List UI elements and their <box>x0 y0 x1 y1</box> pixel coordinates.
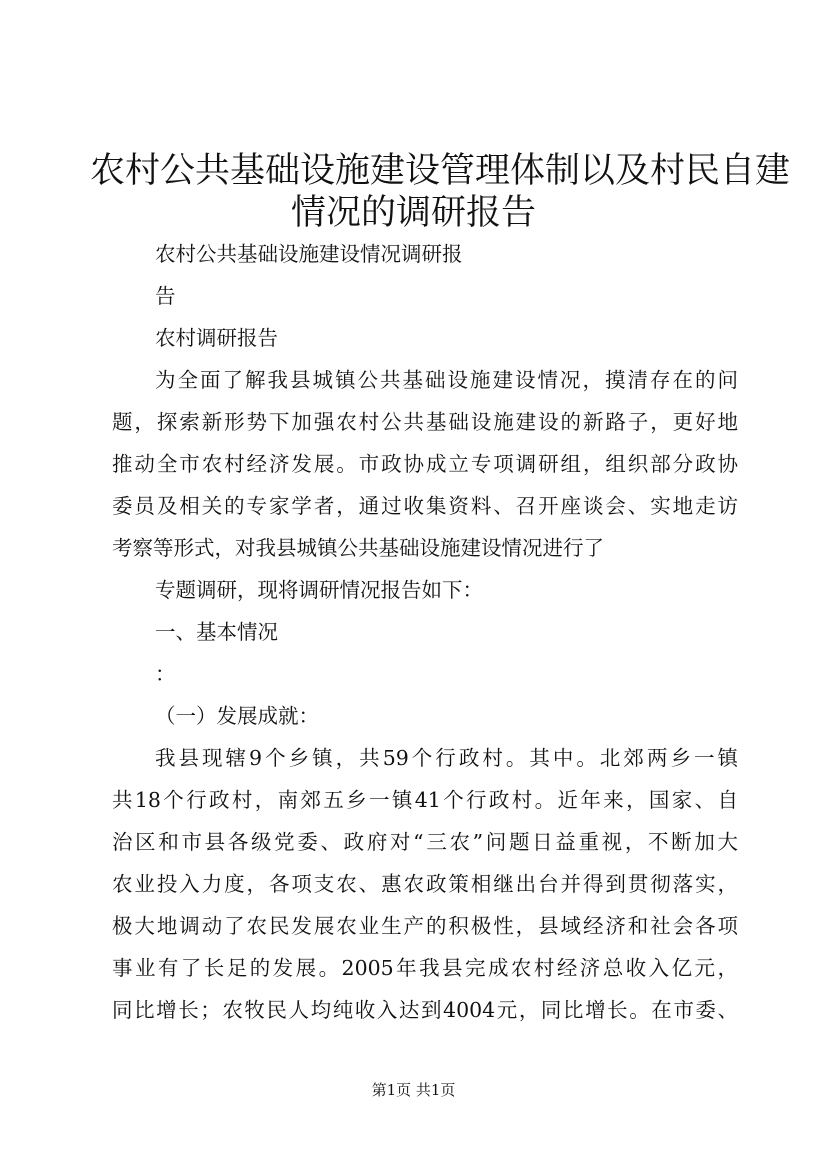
paragraph-line: 题，探索新形势下加强农村公共基础设施建设的新路子，更好地 <box>112 410 738 434</box>
paragraph-line: 农业投入力度，各项支农、惠农政策相继出台并得到贯彻落实， <box>112 872 738 896</box>
document-title-line-2: 情况的调研报告 <box>290 193 536 233</box>
paragraph-line: 治区和市县各级党委、政府对“三农”问题日益重视，不断加大 <box>112 830 738 854</box>
paragraph-line: ： <box>155 662 176 686</box>
page-number-footer: 第1页 共1页 <box>371 1081 456 1099</box>
section-heading: 一、基本情况 <box>155 620 278 644</box>
paragraph-line: 极大地调动了农民发展农业生产的积极性，县域经济和社会各项 <box>112 914 738 938</box>
paragraph-line: 为全面了解我县城镇公共基础设施建设情况，摸清存在的问 <box>155 368 738 392</box>
paragraph-line: 事业有了长足的发展。2005年我县完成农村经济总收入亿元， <box>112 956 738 980</box>
subtitle-line-1: 农村公共基础设施建设情况调研报 <box>155 242 463 266</box>
subsection-heading: （一）发展成就： <box>155 704 319 728</box>
paragraph-line: 推动全市农村经济发展。市政协成立专项调研组，组织部分政协 <box>112 452 738 476</box>
paragraph-line: 专题调研，现将调研情况报告如下： <box>155 578 483 602</box>
paragraph-line: 我县现辖9个乡镇，共59个行政村。其中。北郊两乡一镇 <box>155 746 738 770</box>
paragraph-line: 考察等形式，对我县城镇公共基础设施建设情况进行了 <box>112 536 604 560</box>
paragraph-line: 委员及相关的专家学者，通过收集资料、召开座谈会、实地走访 <box>112 494 738 518</box>
document-title-line-1: 农村公共基础设施建设管理体制以及村民自建 <box>90 151 791 191</box>
paragraph-line: 同比增长；农牧民人均纯收入达到4004元，同比增长。在市委、 <box>112 998 738 1022</box>
subtitle-line-2: 告 <box>155 284 176 308</box>
paragraph-line: 共18个行政村，南郊五乡一镇41个行政村。近年来，国家、自 <box>112 788 738 812</box>
section-heading: 农村调研报告 <box>155 326 278 350</box>
